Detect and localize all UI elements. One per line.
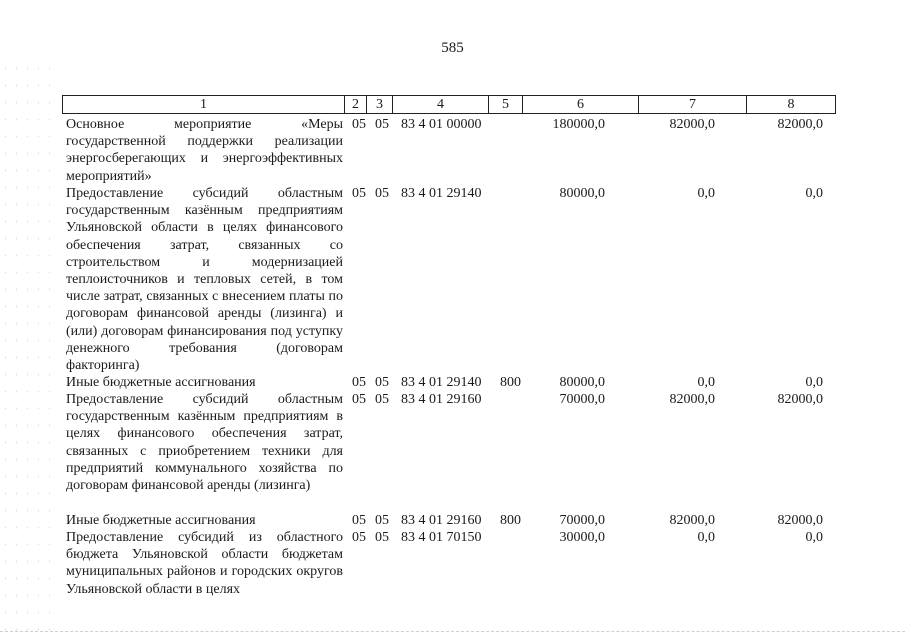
table-header — [62, 95, 836, 114]
row-amount-8: 0,0 — [805, 375, 823, 390]
row-section: 05 — [352, 117, 366, 132]
header-col-8: 8 — [787, 97, 795, 112]
scan-noise-left — [0, 60, 60, 640]
row-amount-8: 82000,0 — [777, 392, 823, 407]
row-section: 05 — [352, 513, 366, 528]
row-section: 05 — [352, 530, 366, 545]
row-amount-7: 0,0 — [697, 186, 715, 201]
row-amount-7: 82000,0 — [669, 392, 715, 407]
row-amount-6: 80000,0 — [559, 375, 605, 390]
row-amount-6: 70000,0 — [559, 513, 605, 528]
row-description: Иные бюджетные ассигнования — [66, 375, 256, 390]
header-col-4: 4 — [393, 96, 489, 113]
row-target-code: 83 4 01 70150 — [401, 530, 482, 545]
row-target-code: 83 4 01 29160 — [401, 513, 482, 528]
row-target-code: 83 4 01 29160 — [401, 392, 482, 407]
row-amount-8: 82000,0 — [777, 513, 823, 528]
row-target-code: 83 4 01 29140 — [401, 375, 482, 390]
row-target-code: 83 4 01 29140 — [401, 186, 482, 201]
row-subsection: 05 — [375, 513, 389, 528]
header-col-3: 3 — [367, 96, 393, 113]
row-amount-8: 0,0 — [805, 530, 823, 545]
header-col-5: 5 — [489, 96, 523, 113]
row-amount-7: 82000,0 — [669, 513, 715, 528]
page-number: 585 — [441, 40, 464, 56]
row-amount-6: 180000,0 — [552, 117, 605, 132]
row-description: Основное мероприятие «Меры государственной поддержки реализации энергосберегающих и энергоэффективных мероприятий» — [66, 117, 343, 184]
row-section: 05 — [352, 186, 366, 201]
row-expense-type: 800 — [500, 375, 521, 390]
row-subsection: 05 — [375, 392, 389, 407]
row-amount-7: 82000,0 — [669, 117, 715, 132]
row-description: Предоставление субсидий областным государственным казённым предприятиям в целях финансового обеспечения затрат, связанных с приобретением техники для предприятий коммунального хозяйства по договорам финансовой аренды (лизинга) — [66, 392, 343, 494]
header-col-2: 2 — [345, 96, 367, 113]
scan-edge-bottom — [0, 631, 905, 640]
row-description: Предоставление субсидий из областного бюджета Ульяновской области бюджетам муниципальных районов и городских округов Ульяновской области в целях — [66, 530, 343, 597]
header-col-7: 7 — [639, 96, 747, 113]
row-subsection: 05 — [375, 375, 389, 390]
row-subsection: 05 — [375, 186, 389, 201]
header-col-6: 6 — [523, 96, 639, 113]
row-expense-type: 800 — [500, 513, 521, 528]
row-subsection: 05 — [375, 530, 389, 545]
row-amount-8: 0,0 — [805, 186, 823, 201]
row-section: 05 — [352, 375, 366, 390]
row-amount-6: 80000,0 — [559, 186, 605, 201]
row-description: Предоставление субсидий областным государственным казённым предприятиям Ульяновской области в целях финансового обеспечения затрат, связанных со строительством и модернизацией теплоисточников и тепловых сетей, в том числе затрат, связанных с внесением платы по договорам финансовой аренды (лизинга) и (или) договорам финансирования под уступку денежного требования (договорам факторинга) — [66, 186, 343, 374]
row-section: 05 — [352, 392, 366, 407]
row-target-code: 83 4 01 00000 — [401, 117, 482, 132]
row-amount-6: 70000,0 — [559, 392, 605, 407]
row-amount-8: 82000,0 — [777, 117, 823, 132]
row-subsection: 05 — [375, 117, 389, 132]
row-amount-6: 30000,0 — [559, 530, 605, 545]
row-amount-7: 0,0 — [697, 375, 715, 390]
header-col-1: 1 — [63, 96, 345, 113]
row-description: Иные бюджетные ассигнования — [66, 513, 256, 528]
row-amount-7: 0,0 — [697, 530, 715, 545]
